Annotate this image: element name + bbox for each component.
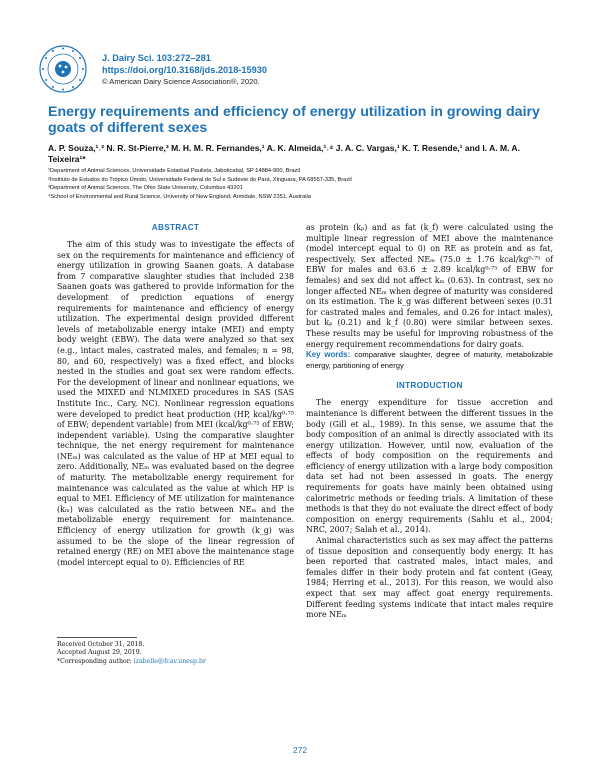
adsa-logo-icon [38, 44, 88, 94]
keywords [306, 350, 553, 371]
doi-link[interactable]: https://doi.org/10.3168/jds.2018-15930 [102, 65, 267, 75]
footnotes [57, 641, 297, 666]
corresponding-author [57, 658, 297, 666]
corresponding-label: *Corresponding author: [57, 657, 132, 665]
affiliation-3: ³Department of Animal Sciences, The Ohio State University, Columbus 43201 [48, 185, 243, 192]
author-list: A. P. Souza,¹˒² N. R. St-Pierre,³ M. H. M. R. Fernandes,¹ A. K. Almeida,¹˒⁴ J. A. C. Vargas,¹ K. T. Resende,¹ and I. A. M. A. Teixeira¹* [48, 143, 520, 164]
introduction-heading: INTRODUCTION [396, 381, 463, 391]
journal-masthead [102, 52, 402, 88]
corresponding-email-link[interactable]: izabelle@fcav.unesp.br [133, 657, 206, 665]
footnote-divider [57, 637, 137, 638]
accepted-date: Accepted August 29, 2019. [57, 649, 142, 657]
copyright-notice: © American Dairy Science Association®, 2020. [102, 77, 260, 86]
keywords-text: comparative slaughter, degree of maturity, metabolizable energy, partitioning of energy [306, 350, 553, 370]
abstract-text-right: as protein (kₚ) and as fat (k_f) were calculated using the multiple linear regression of MEI above the maintenance (model intercept equal to 0) on RE as protein and as fat, respectively. Sex affected NEₘ (75.0 ± 1.76 kcal/kg⁰·⁷⁵ of EBW for males and 63.6 ± 2.89 kcal/kg⁰·⁷⁵ of EBW for females) and sex did not affect kₘ (0.63). In contrast, sex no longer affected NEₘ when degree of maturity was considered on its estimation. The k_g was different between sexes (0.31 for castrated males and females, and 0.26 for intact males), but kₚ (0.21) and k_f (0.80) were similar between sexes. These results may be useful for improving robustness of the energy requirement recommendations for dairy goats. [306, 223, 553, 349]
abstract-heading: ABSTRACT [151, 223, 200, 232]
received-date: Received October 31, 2018. [57, 641, 145, 648]
affiliation-1: ¹Department of Animal Sciences, Universidade Estadual Paulista, Jaboticabal, SP 14884-900, Brazil [48, 168, 300, 174]
page-number: 272 [292, 745, 308, 755]
right-column [306, 223, 553, 621]
left-column [57, 223, 294, 568]
affiliation-2: ²Instituto de Estudos do Trópico Úmido, Universidade Federal do Sul e Sudeste do Pará, Xinguara, PA 68557-335, Brazil [48, 176, 352, 183]
article-title: Energy requirements and efficiency of energy utilization in growing dairy goats of different sexes [48, 104, 540, 136]
introduction-paragraph-2: Animal characteristics such as sex may affect the patterns of tissue deposition and consequently body energy. It has been reported that castrated males, intact males, and females differ in their body protein and fat content (Geay, 1984; Herring et al., 2013). For this reason, we would also expect that sex may affect goat energy requirements. Different feeding systems indicate that intact males require more NEₘ [306, 536, 553, 620]
abstract-text-left: The aim of this study was to investigate the effects of sex on the requirements for maintenance and efficiency of energy utilization in growing Saanen goats. A database from 7 comparative slaughter studies that included 238 Saanen goats was gathered to provide information for the development of prediction equations of energy requirements for maintenance and efficiency of energy utilization. The experimental design provided different levels of metabolizable energy intake (MEI) and empty body weight (EBW). The data were analyzed so that sex (e.g., intact males, castrated males, and females; n = 98, 80, and 60, respectively) was a fixed effect, and blocks nested in the studies and goat sex were random effects. For the development of linear and nonlinear equations, we used the MIXED and NLMIXED procedures in SAS (SAS Institute Inc., Cary, NC). Nonlinear regression equations were developed to predict heat production (HP, kcal/kg⁰·⁷⁵ of EBW; dependent variable) from MEI (kcal/kg⁰·⁷⁵ of EBW; independent variable). Using the comparative slaughter technique, the net energy requirement for maintenance (NEₘ) was calculated as the value of HP at MEI equal to zero. Additionally, NEₘ was evaluated based on the degree of maturity. The metabolizable energy requirement for maintenance was calculated as the value at which HP is equal to MEI. Efficiency of ME utilization for maintenance (kₘ) was calculated as the ratio between NEₘ and the metabolizable energy requirement for maintenance. Efficiency of energy utilization for growth (k_g) was assumed to be the slope of the linear regression of retained energy (RE) on MEI above the maintenance stage (model intercept equal to 0). Efficiencies of RE [57, 240, 294, 567]
affiliations [48, 167, 568, 201]
journal-reference: J. Dairy Sci. 103:272–281 [102, 53, 211, 63]
keywords-label: Key words: [306, 350, 351, 360]
affiliation-4: ⁴School of Environmental and Rural Science, University of New England, Armidale, NSW 2351, Australia [48, 193, 311, 200]
introduction-paragraph-1: The energy expenditure for tissue accretion and maintenance is different between the different tissues in the body (Gill et al., 1989). In this sense, we assume that the body composition of an animal is directly associated with its energy utilization. However, until now, evaluation of the effects of body composition on the requirements and efficiency of energy utilization with a large body composition data set had not been assessed in goats. The energy requirements for goats have mainly been obtained using calorimetric methods or feeding trials. A limitation of these methods is that they do not evaluate the direct effect of body composition on energy requirements (Sahlu et al., 2004; NRC, 2007; Salah et al., 2014). [306, 398, 553, 535]
